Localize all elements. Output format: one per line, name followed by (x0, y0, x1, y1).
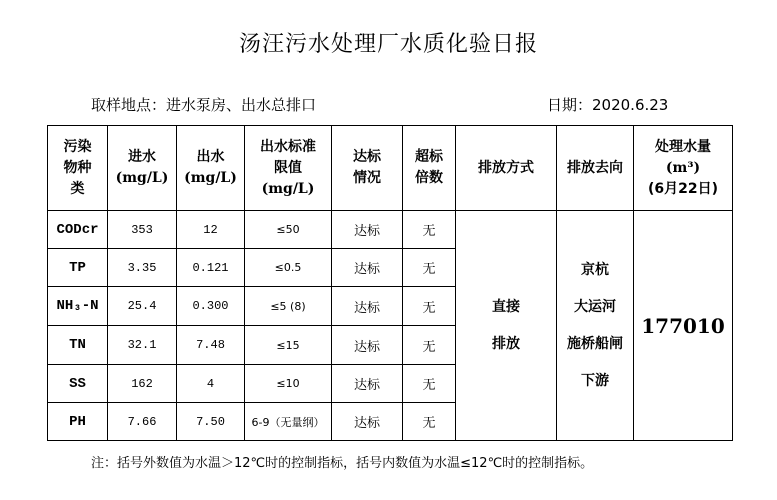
exceed-cell: 无 (403, 403, 456, 441)
discharge-method-cell: 直接 排放 (456, 211, 557, 441)
status-cell: 达标 (332, 326, 403, 365)
header-pollutant: 污染物种类 (48, 126, 108, 211)
inflow-cell: 25.4 (108, 287, 177, 326)
header-discharge-method: 排放方式 (456, 126, 557, 211)
limit-cell: ≤10 (245, 365, 332, 403)
limit-cell: ≤0.5 (245, 249, 332, 287)
pollutant-cell: NH₃-N (48, 287, 108, 326)
header-inflow: 进水 (mg/L) (108, 126, 177, 211)
outflow-cell: 0.121 (177, 249, 245, 287)
limit-cell: ≤5 (8) (245, 287, 332, 326)
pollutant-cell: PH (48, 403, 108, 441)
exceed-cell: 无 (403, 365, 456, 403)
header-exceed: 超标倍数 (403, 126, 456, 211)
outflow-cell: 0.300 (177, 287, 245, 326)
pollutant-cell: SS (48, 365, 108, 403)
footnote: 注：括号外数值为水温＞12℃时的控制指标，括号内数值为水温≤12℃时的控制指标。 (91, 456, 594, 471)
report-date: 日期：2020.6.23 (547, 96, 669, 114)
status-cell: 达标 (332, 365, 403, 403)
status-cell: 达标 (332, 249, 403, 287)
limit-cell: 6-9（无量纲） (245, 403, 332, 441)
exceed-cell: 无 (403, 211, 456, 249)
inflow-cell: 7.66 (108, 403, 177, 441)
header-discharge-destination: 排放去向 (557, 126, 634, 211)
inflow-cell: 162 (108, 365, 177, 403)
header-limit: 出水标准 限值 (mg/L) (245, 126, 332, 211)
discharge-destination-cell: 京杭 大运河 施桥船闸 下游 (557, 211, 634, 441)
header-treated-volume: 处理水量 (m³) (6月22日) (634, 126, 733, 211)
outflow-cell: 12 (177, 211, 245, 249)
pollutant-cell: CODcr (48, 211, 108, 249)
status-cell: 达标 (332, 211, 403, 249)
exceed-cell: 无 (403, 326, 456, 365)
status-cell: 达标 (332, 287, 403, 326)
limit-cell: ≤15 (245, 326, 332, 365)
exceed-cell: 无 (403, 287, 456, 326)
header-outflow: 出水 (mg/L) (177, 126, 245, 211)
exceed-cell: 无 (403, 249, 456, 287)
pollutant-cell: TP (48, 249, 108, 287)
table-row (48, 211, 733, 249)
outflow-cell: 4 (177, 365, 245, 403)
report-title: 汤汪污水处理厂水质化验日报 (238, 32, 538, 57)
inflow-cell: 3.35 (108, 249, 177, 287)
outflow-cell: 7.50 (177, 403, 245, 441)
status-cell: 达标 (332, 403, 403, 441)
inflow-cell: 32.1 (108, 326, 177, 365)
header-row (48, 126, 733, 211)
sampling-location: 取样地点：进水泵房、出水总排口 (91, 96, 317, 114)
treated-volume-cell: 177010 (634, 211, 733, 441)
inflow-cell: 353 (108, 211, 177, 249)
water-quality-table (47, 125, 733, 441)
pollutant-cell: TN (48, 326, 108, 365)
header-compliance: 达标情况 (332, 126, 403, 211)
limit-cell: ≤50 (245, 211, 332, 249)
outflow-cell: 7.48 (177, 326, 245, 365)
